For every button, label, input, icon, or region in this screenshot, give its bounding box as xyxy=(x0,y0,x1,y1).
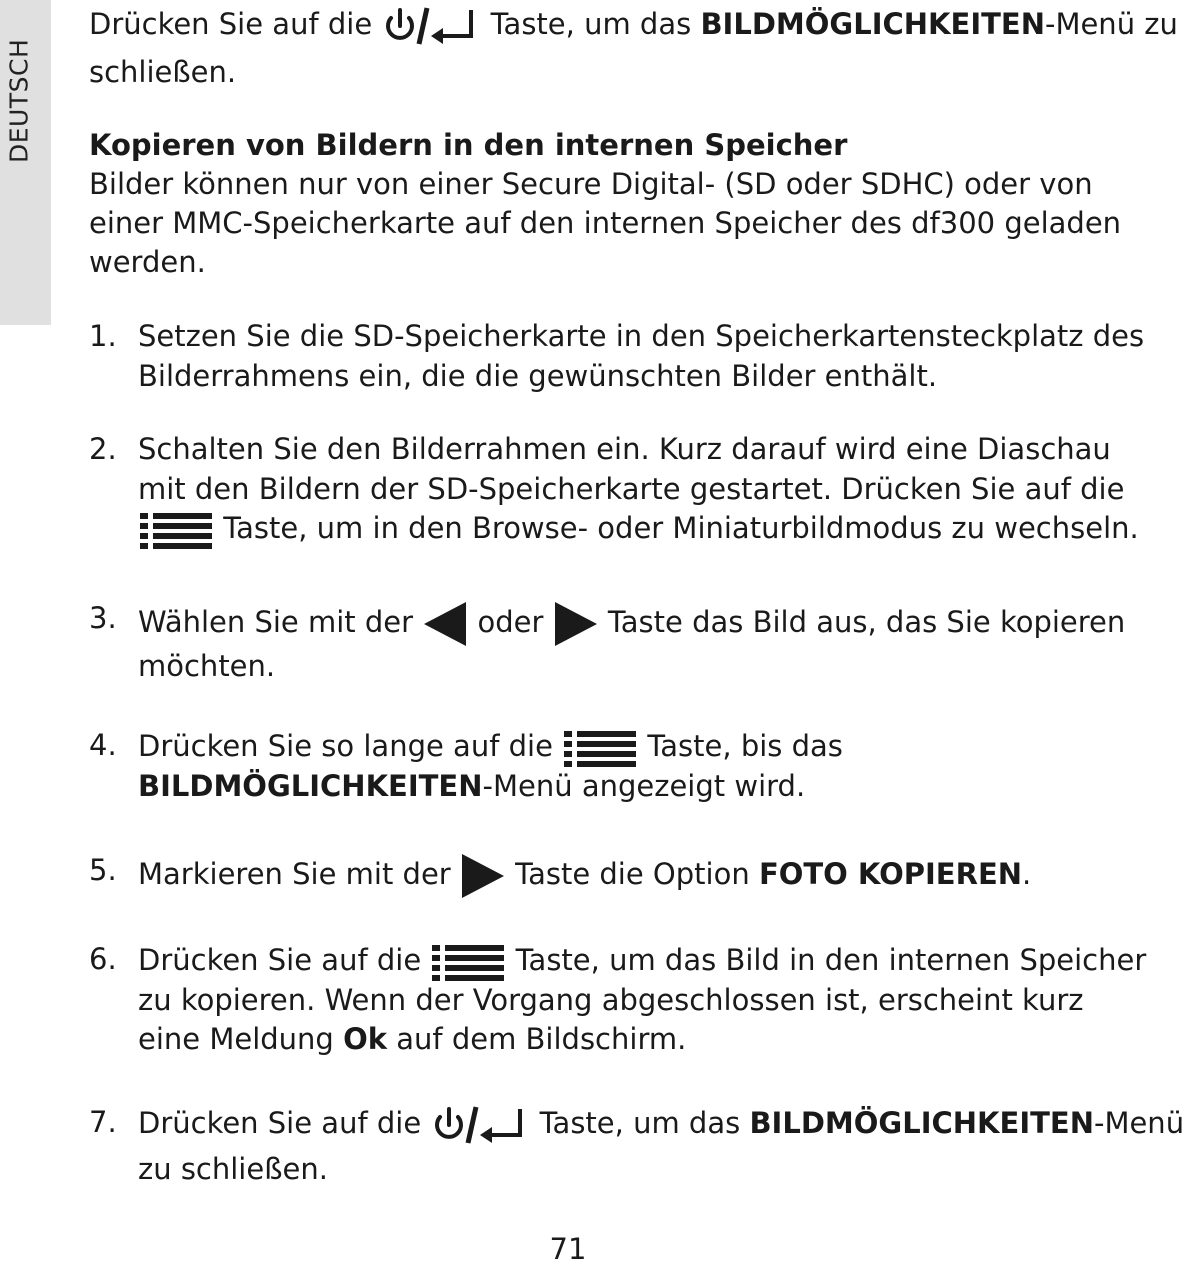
menu-icon xyxy=(138,510,214,550)
language-label: DEUTSCH xyxy=(4,38,34,163)
page-number: 71 xyxy=(549,1232,587,1266)
menu-icon xyxy=(430,942,506,982)
menu-icon xyxy=(562,728,638,768)
step-4-line-1: Drücken Sie so lange auf die Taste, bis das xyxy=(138,728,843,768)
section-body-line-3: werden. xyxy=(89,245,206,279)
power-enter-icon xyxy=(381,6,481,46)
power-enter-icon xyxy=(430,1105,530,1145)
intro-line-2: schließen. xyxy=(89,55,237,89)
left-arrow-icon xyxy=(422,601,468,647)
step-6-line-1: Drücken Sie auf die Taste, um das Bild in den internen Speicher xyxy=(138,942,1146,982)
step-7-line-1: Drücken Sie auf die Taste, um das BILDMÖGLICHKEITEN-Menü xyxy=(138,1105,1184,1145)
right-arrow-icon xyxy=(553,601,599,647)
step-4-line-2: BILDMÖGLICHKEITEN-Menü angezeigt wird. xyxy=(138,769,806,803)
language-side-tab xyxy=(0,0,51,325)
right-arrow-icon xyxy=(460,853,506,899)
step-6-line-3: eine Meldung Ok auf dem Bildschirm. xyxy=(138,1022,687,1056)
step-3-line-1: Wählen Sie mit der oder Taste das Bild aus, das Sie kopieren xyxy=(138,601,1125,647)
section-body-line-2: einer MMC-Speicherkarte auf den internen Speicher des df300 geladen xyxy=(89,206,1122,240)
section-body-line-1: Bilder können nur von einer Secure Digital- (SD oder SDHC) oder von xyxy=(89,167,1093,201)
step-2-line-3: Taste, um in den Browse- oder Miniaturbildmodus zu wechseln. xyxy=(138,510,1139,550)
step-5-line-1: Markieren Sie mit der Taste die Option FOTO KOPIEREN. xyxy=(138,853,1031,899)
intro-line-1: Drücken Sie auf die Taste, um das BILDMÖGLICHKEITEN-Menü zu xyxy=(89,6,1178,46)
section-heading: Kopieren von Bildern in den internen Speicher xyxy=(89,128,848,162)
